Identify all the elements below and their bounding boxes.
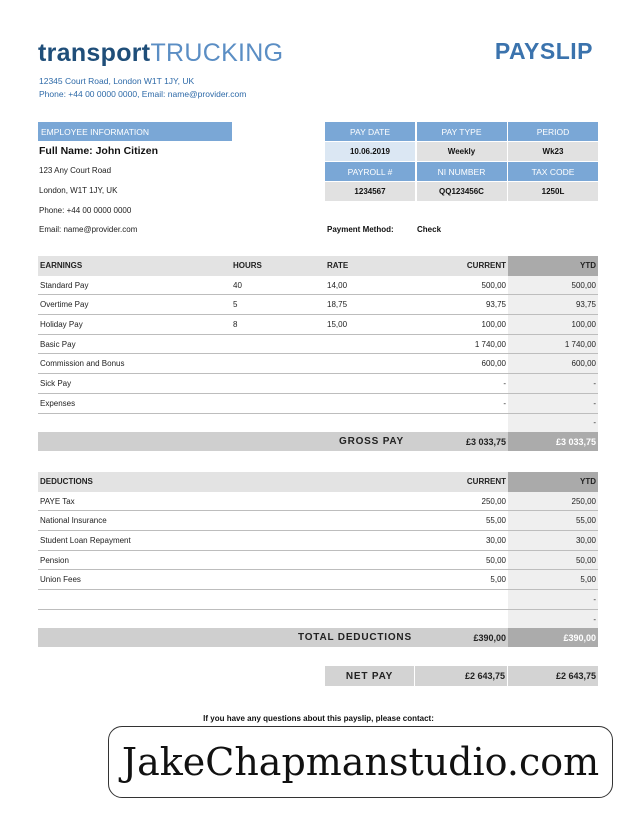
earnings-cell-name: Sick Pay bbox=[40, 378, 72, 388]
deductions-cell-current bbox=[418, 610, 508, 629]
earnings-cell-current: 93,75 bbox=[485, 300, 506, 310]
earnings-cell-ytd: - bbox=[593, 378, 596, 388]
earnings-cell-ytd: 600,00 bbox=[571, 359, 596, 369]
deductions-row bbox=[38, 511, 598, 531]
gross-pay-label: GROSS PAY bbox=[339, 436, 404, 447]
earnings-row bbox=[38, 354, 598, 374]
company-logo bbox=[38, 38, 283, 68]
deductions-row bbox=[38, 531, 598, 551]
company-contact: Phone: +44 00 0000 0000, Email: name@provider.com bbox=[39, 88, 247, 99]
earnings-cell-rate: 18,75 bbox=[327, 300, 348, 310]
earnings-cell-hours: 8 bbox=[233, 319, 238, 329]
earnings-row bbox=[38, 374, 598, 394]
employee-street: 123 Any Court Road bbox=[39, 166, 112, 175]
deductions-cell-ytd: - bbox=[593, 594, 596, 604]
deductions-cell-current: 50,00 bbox=[485, 555, 506, 565]
deductions-cell-current: 55,00 bbox=[485, 516, 506, 526]
earnings-col-name: EARNINGS bbox=[40, 261, 83, 271]
deductions-cell-name: Union Fees bbox=[40, 575, 81, 585]
total-deductions-ytd: £390,00 bbox=[508, 628, 598, 647]
earnings-cell-current: 500,00 bbox=[481, 280, 506, 290]
deductions-row bbox=[38, 551, 598, 571]
employee-phone: Phone: +44 00 0000 0000 bbox=[39, 206, 132, 215]
earnings-cell-name: Holiday Pay bbox=[40, 319, 83, 329]
company-address: 12345 Court Road, London W1T 1JY, UK bbox=[39, 76, 195, 86]
deductions-cell-ytd: 250,00 bbox=[571, 496, 596, 506]
gross-pay-row bbox=[38, 432, 598, 451]
net-pay-current: £2 643,75 bbox=[415, 666, 507, 686]
deductions-cell-ytd: 5,00 bbox=[580, 575, 596, 585]
ni-number-label: NI NUMBER bbox=[417, 162, 507, 181]
earnings-cell-current: - bbox=[503, 398, 506, 408]
earnings-cell-rate: 14,00 bbox=[327, 280, 348, 290]
earnings-cell-ytd: - bbox=[593, 398, 596, 408]
deductions-row bbox=[38, 590, 598, 610]
earnings-cell-ytd: 100,00 bbox=[571, 319, 596, 329]
deductions-row bbox=[38, 570, 598, 590]
earnings-cell-hours: 5 bbox=[233, 300, 238, 310]
deductions-cell-name: Student Loan Repayment bbox=[40, 535, 131, 545]
deductions-col-name: DEDUCTIONS bbox=[40, 477, 93, 487]
deductions-cell-current: 5,00 bbox=[490, 575, 506, 585]
payment-method-label: Payment Method: bbox=[327, 225, 394, 234]
total-deductions-label: TOTAL DEDUCTIONS bbox=[298, 632, 412, 643]
earnings-cell-name: Expenses bbox=[40, 398, 76, 408]
net-pay-ytd: £2 643,75 bbox=[508, 666, 598, 686]
deductions-cell-ytd: - bbox=[593, 614, 596, 624]
earnings-row bbox=[38, 295, 598, 315]
earnings-cell-current: 100,00 bbox=[481, 319, 506, 329]
pay-type-label: PAY TYPE bbox=[417, 122, 507, 141]
deductions-cell-name: National Insurance bbox=[40, 516, 107, 526]
pay-info-grid bbox=[325, 122, 598, 202]
earnings-cell-current bbox=[418, 414, 508, 433]
period-label: PERIOD bbox=[508, 122, 598, 141]
earnings-row bbox=[38, 394, 598, 414]
deductions-cell-ytd: 50,00 bbox=[575, 555, 596, 565]
total-deductions-current: £390,00 bbox=[473, 632, 506, 643]
earnings-cell-name: Commission and Bonus bbox=[40, 359, 125, 369]
net-pay-label: NET PAY bbox=[325, 666, 414, 686]
earnings-cell-rate: 15,00 bbox=[327, 319, 348, 329]
earnings-cell-hours: 40 bbox=[233, 280, 242, 290]
earnings-cell-current: - bbox=[503, 378, 506, 388]
earnings-col-hours: HOURS bbox=[233, 261, 262, 271]
tax-code-label: TAX CODE bbox=[508, 162, 598, 181]
earnings-cell-ytd: 500,00 bbox=[571, 280, 596, 290]
deductions-cell-current: 250,00 bbox=[481, 496, 506, 506]
deductions-table bbox=[38, 472, 598, 630]
deductions-cell-current: 30,00 bbox=[485, 535, 506, 545]
earnings-row bbox=[38, 414, 598, 434]
earnings-cell-name: Overtime Pay bbox=[40, 300, 89, 310]
deductions-cell-name: Pension bbox=[40, 555, 69, 565]
period-value: Wk23 bbox=[508, 142, 598, 161]
earnings-cell-ytd: 1 740,00 bbox=[564, 339, 596, 349]
earnings-col-ytd: YTD bbox=[508, 256, 598, 276]
earnings-row bbox=[38, 335, 598, 355]
pay-date-label: PAY DATE bbox=[325, 122, 415, 141]
earnings-header-row bbox=[38, 256, 598, 276]
tax-code-value: 1250L bbox=[508, 182, 598, 201]
employee-full-name: Full Name: John Citizen bbox=[39, 145, 159, 157]
deductions-cell-name: PAYE Tax bbox=[40, 496, 75, 506]
payment-method-value: Check bbox=[417, 225, 442, 234]
earnings-cell-current: 600,00 bbox=[481, 359, 506, 369]
net-pay-row bbox=[325, 666, 598, 686]
pay-type-value: Weekly bbox=[417, 142, 507, 161]
total-deductions-row bbox=[38, 628, 598, 647]
company-name-light: TRUCKING bbox=[150, 39, 284, 67]
deductions-cell-ytd: 30,00 bbox=[575, 535, 596, 545]
earnings-table bbox=[38, 256, 598, 433]
earnings-row bbox=[38, 276, 598, 296]
earnings-cell-current: 1 740,00 bbox=[474, 339, 506, 349]
gross-pay-current: £3 033,75 bbox=[465, 436, 506, 447]
earnings-row bbox=[38, 315, 598, 335]
deductions-col-ytd: YTD bbox=[508, 472, 598, 492]
gross-pay-ytd: £3 033,75 bbox=[508, 432, 598, 451]
pay-date-value: 10.06.2019 bbox=[325, 142, 415, 161]
deductions-cell-current bbox=[418, 590, 508, 609]
deductions-row bbox=[38, 610, 598, 630]
earnings-cell-name: Standard Pay bbox=[40, 280, 89, 290]
earnings-cell-ytd: - bbox=[593, 418, 596, 428]
employee-info-header: EMPLOYEE INFORMATION bbox=[38, 122, 232, 141]
document-title: PAYSLIP bbox=[494, 38, 593, 64]
ni-number-value: QQ123456C bbox=[417, 182, 507, 201]
company-name-bold: transport bbox=[38, 39, 151, 67]
watermark-stamp: JakeChapmanstudio.com bbox=[108, 726, 613, 798]
deductions-col-current: CURRENT bbox=[466, 477, 506, 487]
payroll-label: PAYROLL # bbox=[325, 162, 415, 181]
earnings-col-current: CURRENT bbox=[466, 261, 506, 271]
earnings-cell-name: Basic Pay bbox=[40, 339, 76, 349]
company-address-block bbox=[39, 75, 246, 100]
contact-note: If you have any questions about this payslip, please contact: bbox=[203, 714, 434, 723]
deductions-header-row bbox=[38, 472, 598, 492]
employee-email: Email: name@provider.com bbox=[39, 225, 138, 234]
payroll-value: 1234567 bbox=[325, 182, 415, 201]
deductions-cell-ytd: 55,00 bbox=[575, 516, 596, 526]
deductions-row bbox=[38, 492, 598, 512]
employee-city: London, W1T 1JY, UK bbox=[39, 186, 118, 195]
earnings-cell-ytd: 93,75 bbox=[575, 300, 596, 310]
earnings-col-rate: RATE bbox=[327, 261, 349, 271]
